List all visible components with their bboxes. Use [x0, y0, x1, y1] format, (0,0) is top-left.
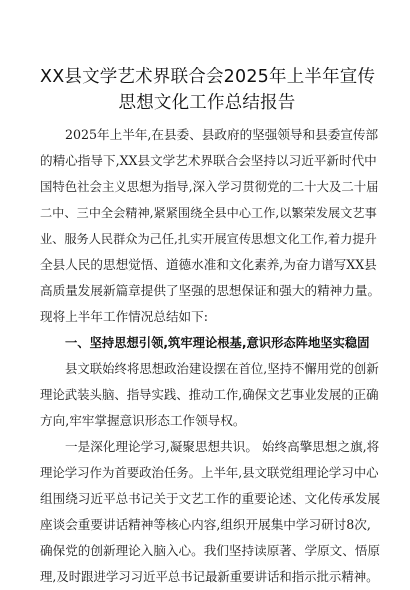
section-heading: 一、坚持思想引领,筑牢理论根基,意识形态阵地坚实稳固 — [65, 336, 370, 350]
body-line: 全县人民的思想觉悟、道德水准和文化素养,为奋力谱写XX县 — [40, 257, 377, 272]
body-line: 方向,牢牢掌握意识形态工作领导权。 — [40, 413, 246, 428]
body-line: 理,及时跟进学习习近平总书记最新重要讲话和指示批示精神。 — [40, 569, 379, 584]
document-title — [40, 64, 374, 116]
body-line: 理论学习作为首要政治任务。上半年,县文联党组理论学习中心 — [40, 465, 379, 480]
paragraph-section-intro — [40, 356, 379, 434]
body-line: 2025年上半年,在县委、县政府的坚强领导和县委宣传部 — [65, 127, 379, 142]
body-line: 县文联始终将思想政治建设摆在首位,坚持不懈用党的创新 — [65, 361, 379, 376]
paragraph-intro — [40, 122, 381, 330]
paragraph-theory-study — [40, 434, 381, 590]
body-line: 现将上半年工作情况总结如下: — [40, 309, 208, 324]
body-line: 二中、三中全会精神,紧紧围绕全县中心工作,以繁荣发展文艺事 — [40, 206, 377, 220]
body-line: 国特色社会主义思想为指导,深入学习贯彻党的二十大及二十届 — [40, 179, 379, 194]
body-line: 一是深化理论学习,凝聚思想共识。 始终高擎思想之旗,将 — [65, 439, 380, 454]
body-line: 业、服务人民群众为己任,扎实开展宣传思想文化工作,着力提升 — [40, 232, 377, 246]
title-line-2: 思想文化工作总结报告 — [118, 93, 296, 113]
body-line: 确保党的创新理论入脑入心。我们坚持读原著、学原文、悟原 — [40, 543, 381, 558]
body-line: 的精心指导下,XX县文学艺术界联合会坚持以习近平新时代中 — [40, 153, 377, 168]
title-line-1: XX县文学艺术界联合会2025年上半年宣传 — [40, 67, 376, 87]
body-line: 组围绕习近平总书记关于文艺工作的重要论述、文化传承发展 — [40, 491, 381, 506]
body-line: 座谈会重要讲话精神等核心内容,组织开展集中学习研讨8次, — [40, 517, 371, 532]
body-line: 理论武装头脑、指导实践、推动工作,确保文艺事业发展的正确 — [40, 387, 379, 402]
body-line: 高质量发展新篇章提供了坚强的思想保证和强大的精神力量。 — [40, 283, 381, 298]
